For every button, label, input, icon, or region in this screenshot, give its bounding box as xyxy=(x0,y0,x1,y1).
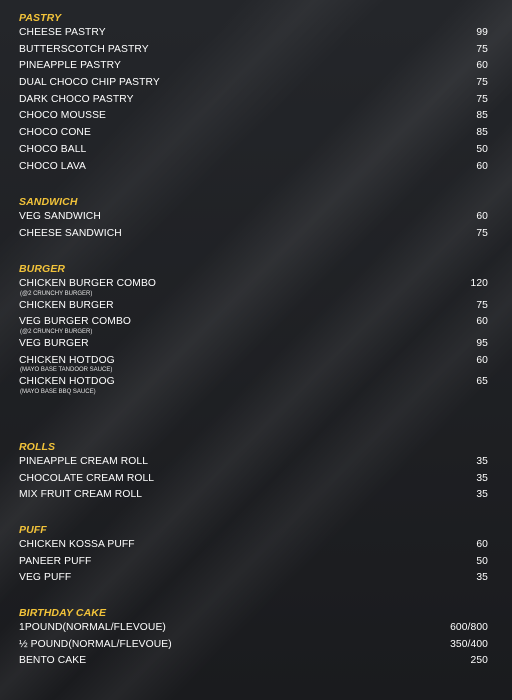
section-sandwich xyxy=(19,195,488,242)
item-name: CHOCOLATE CREAM ROLL xyxy=(19,472,155,484)
menu-item xyxy=(19,487,488,504)
item-price: 85 xyxy=(476,127,488,139)
menu-item xyxy=(19,637,488,654)
item-price: 95 xyxy=(476,338,488,350)
item-price: 60 xyxy=(476,60,488,72)
item-price: 60 xyxy=(476,539,488,550)
item-name: CHICKEN BURGER xyxy=(19,299,114,311)
menu-item xyxy=(19,159,488,176)
item-name: CHEESE SANDWICH xyxy=(19,227,122,239)
section-title: SANDWICH xyxy=(19,196,78,208)
item-price: 35 xyxy=(476,489,488,501)
item-price: 75 xyxy=(476,299,488,311)
item-name: CHICKEN KOSSA PUFF xyxy=(19,539,135,550)
item-price: 35 xyxy=(476,456,488,467)
item-name: VEG BURGER COMBO xyxy=(19,316,132,328)
section-birthday-cake xyxy=(19,606,488,670)
menu-item xyxy=(19,42,488,59)
section-title: PASTRY xyxy=(19,12,62,24)
item-name: MIX FRUIT CREAM ROLL xyxy=(19,489,143,501)
item-name: CHOCO MOUSSE xyxy=(19,110,107,122)
menu-item xyxy=(19,471,488,488)
item-price: 120 xyxy=(470,278,488,289)
item-note: (MAYO BASE TANDOOR SAUCE) xyxy=(20,367,113,374)
item-name: CHOCO BALL xyxy=(19,143,87,155)
menu-item xyxy=(19,276,488,298)
menu-item xyxy=(19,58,488,75)
item-name: CHICKEN BURGER COMBO xyxy=(19,278,157,289)
section-title: ROLLS xyxy=(19,441,56,453)
item-price: 350/400 xyxy=(450,638,488,650)
item-price: 75 xyxy=(476,43,488,55)
item-name: BUTTERSCOTCH PASTRY xyxy=(19,43,149,55)
item-price: 75 xyxy=(476,227,488,239)
menu-item xyxy=(19,209,488,226)
item-price: 99 xyxy=(476,27,488,38)
item-note: (@2 CRUNCHY BURGER) xyxy=(20,329,93,336)
menu-item xyxy=(19,336,488,353)
item-name: CHICKEN HOTDOG xyxy=(19,354,115,366)
menu-item xyxy=(19,226,488,243)
section-puff xyxy=(19,523,488,587)
section-rolls xyxy=(19,440,488,504)
item-name: DUAL CHOCO CHIP PASTRY xyxy=(19,77,160,89)
item-price: 600/800 xyxy=(450,622,488,633)
item-name: VEG BURGER xyxy=(19,338,89,350)
menu-item xyxy=(19,125,488,142)
menu-item xyxy=(19,570,488,587)
item-name: BENTO CAKE xyxy=(19,655,87,667)
menu-item xyxy=(19,620,488,637)
menu-item xyxy=(19,25,488,42)
item-name: DARK CHOCO PASTRY xyxy=(19,93,134,105)
item-name: PANEER PUFF xyxy=(19,555,92,567)
item-name: ½ POUND(NORMAL/FLEVOUE) xyxy=(19,638,172,650)
menu-item xyxy=(19,454,488,471)
menu-item xyxy=(19,353,488,375)
item-price: 250 xyxy=(470,655,488,667)
section-pastry xyxy=(19,11,488,175)
item-name: VEG SANDWICH xyxy=(19,211,101,222)
item-note: (@2 CRUNCHY BURGER) xyxy=(20,290,93,297)
item-name: CHOCO LAVA xyxy=(19,160,86,172)
menu-item xyxy=(19,298,488,315)
section-title: BIRTHDAY CAKE xyxy=(19,607,107,619)
section-title: BURGER xyxy=(19,263,66,275)
item-name: 1POUND(NORMAL/FLEVOUE) xyxy=(19,622,166,633)
item-price: 35 xyxy=(476,472,488,484)
menu-item xyxy=(19,142,488,159)
item-name: CHICKEN HOTDOG xyxy=(19,376,115,388)
item-price: 60 xyxy=(476,354,488,366)
item-name: CHEESE PASTRY xyxy=(19,27,106,38)
menu-item xyxy=(19,314,488,336)
item-price: 60 xyxy=(476,211,488,222)
menu-item xyxy=(19,108,488,125)
item-name: PINEAPPLE PASTRY xyxy=(19,60,121,72)
item-name: VEG PUFF xyxy=(19,572,72,584)
item-note: (MAYO BASE BBQ SAUCE) xyxy=(20,389,96,396)
item-price: 60 xyxy=(476,316,488,328)
item-price: 35 xyxy=(476,572,488,584)
menu-item xyxy=(19,374,488,396)
menu-item xyxy=(19,554,488,571)
item-price: 85 xyxy=(476,110,488,122)
item-price: 50 xyxy=(476,555,488,567)
menu-item xyxy=(19,653,488,670)
item-name: CHOCO CONE xyxy=(19,127,91,139)
menu-item xyxy=(19,537,488,554)
item-price: 65 xyxy=(476,376,488,388)
item-price: 75 xyxy=(476,93,488,105)
section-title: PUFF xyxy=(19,524,47,536)
menu-item xyxy=(19,75,488,92)
item-price: 50 xyxy=(476,143,488,155)
item-price: 75 xyxy=(476,77,488,89)
menu-item xyxy=(19,92,488,109)
item-name: PINEAPPLE CREAM ROLL xyxy=(19,456,149,467)
item-price: 60 xyxy=(476,160,488,172)
section-burger xyxy=(19,262,488,396)
